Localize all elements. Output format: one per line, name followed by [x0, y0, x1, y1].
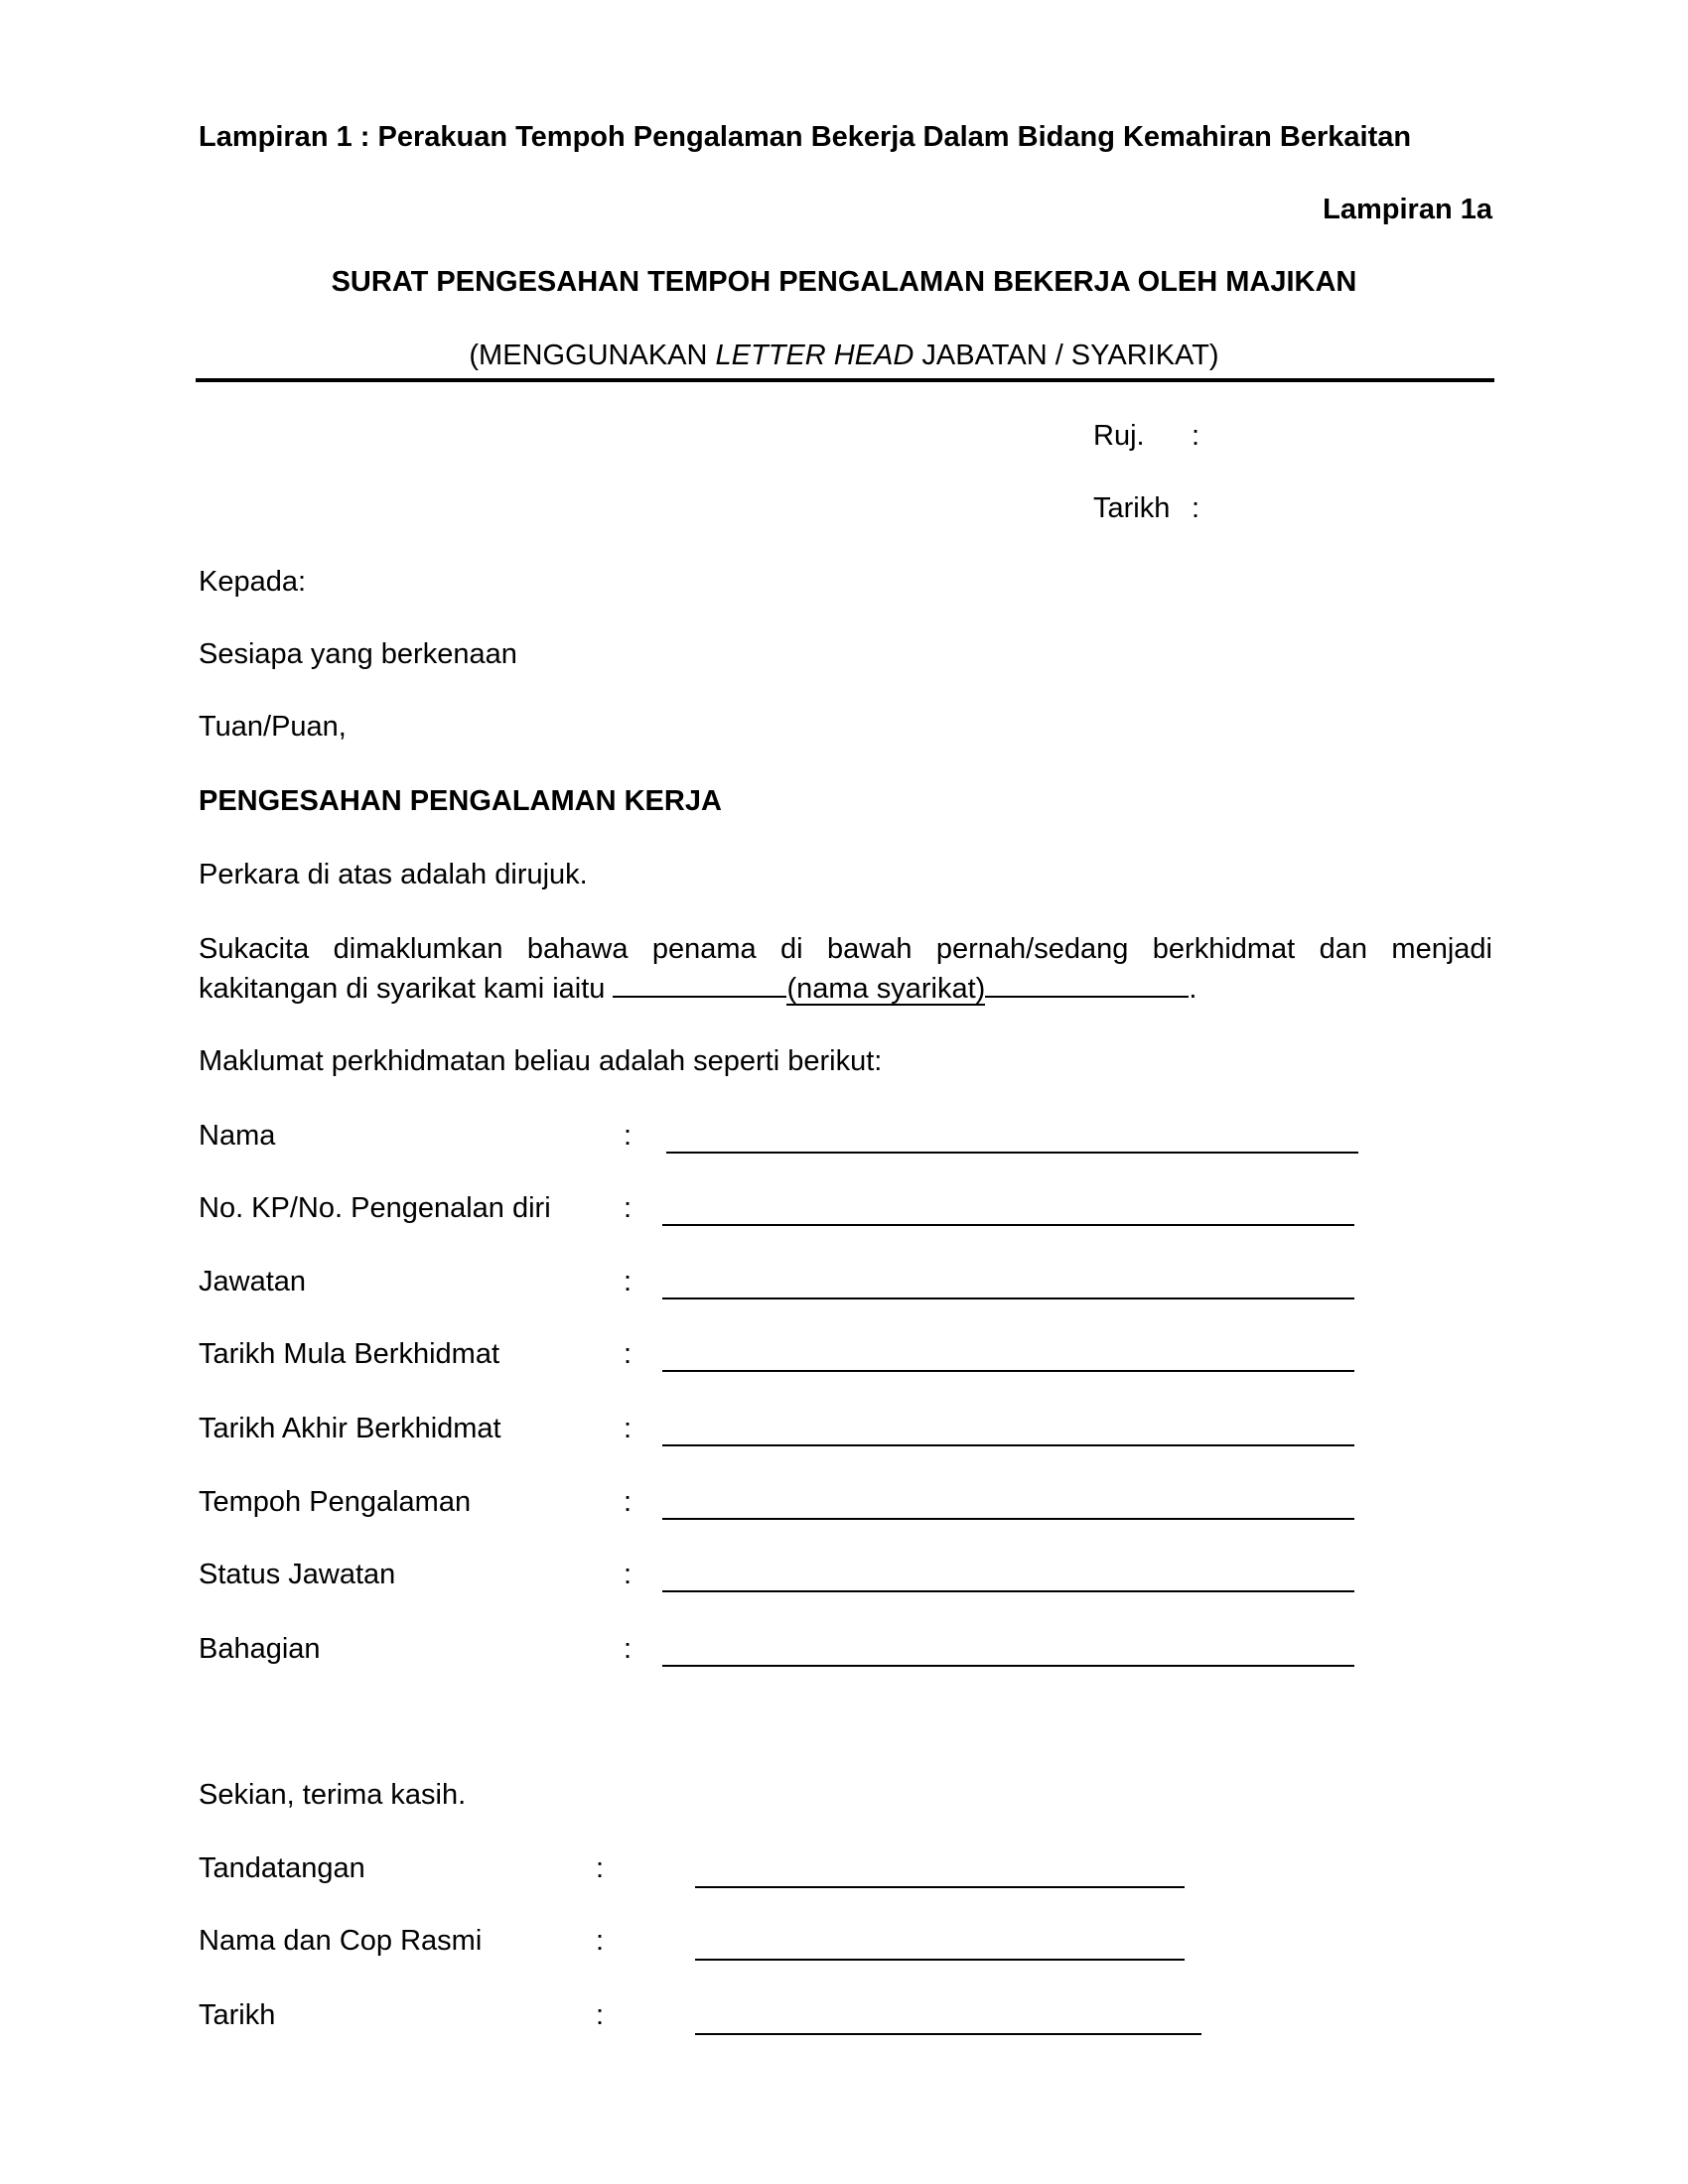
signature-field-label: Nama dan Cop Rasmi	[199, 1925, 483, 1957]
form-field-colon: :	[624, 1266, 633, 1297]
form-field-colon: :	[624, 1120, 633, 1152]
ref-label: Ruj.	[1093, 420, 1145, 452]
ref-colon: :	[1192, 420, 1200, 452]
form-field-label: Nama	[199, 1120, 276, 1152]
company-name-placeholder[interactable]: (nama syarikat)	[786, 973, 986, 1005]
signature-field-label: Tandatangan	[199, 1852, 365, 1884]
form-field-label: Tarikh Akhir Berkhidmat	[199, 1413, 501, 1444]
signature-field-blank-line[interactable]	[695, 1959, 1185, 1961]
signature-field-blank-line[interactable]	[695, 1886, 1185, 1888]
company-intro: kakitangan di syarikat kami iaitu	[199, 973, 606, 1005]
body-paragraph-1: Perkara di atas adalah dirujuk.	[199, 859, 588, 890]
date-colon: :	[1192, 492, 1200, 524]
form-field-blank-line[interactable]	[662, 1224, 1354, 1226]
subject-heading: PENGESAHAN PENGALAMAN KERJA	[199, 785, 722, 817]
recipient-label: Kepada:	[199, 566, 307, 598]
form-field-colon: :	[624, 1338, 633, 1370]
form-field-colon: :	[624, 1559, 633, 1590]
signature-field-label: Tarikh	[199, 1999, 276, 2031]
form-field-blank-line[interactable]	[662, 1444, 1354, 1446]
form-field-blank-line[interactable]	[662, 1297, 1354, 1299]
form-field-colon: :	[624, 1633, 633, 1665]
main-heading: SURAT PENGESAHAN TEMPOH PENGALAMAN BEKERJA OLEH MAJIKAN	[331, 266, 1357, 298]
body-paragraph-3: Maklumat perkhidmatan beliau adalah seperti berikut:	[199, 1045, 883, 1077]
date-label: Tarikh	[1093, 492, 1171, 524]
closing-text: Sekian, terima kasih.	[199, 1779, 467, 1811]
signature-field-colon: :	[596, 1999, 605, 2031]
letterhead-note-prefix: (MENGGUNAKAN	[469, 340, 716, 371]
salutation: Tuan/Puan,	[199, 711, 347, 743]
form-field-blank-line[interactable]	[662, 1370, 1354, 1372]
form-field-blank-line[interactable]	[662, 1518, 1354, 1520]
signature-field-colon: :	[596, 1852, 605, 1884]
company-blank-left[interactable]	[613, 996, 786, 998]
form-field-label: Status Jawatan	[199, 1559, 396, 1590]
signature-field-blank-line[interactable]	[695, 2033, 1201, 2035]
body-paragraph-2-line-2	[199, 975, 1196, 1006]
company-blank-right[interactable]	[985, 996, 1189, 998]
signature-field-colon: :	[596, 1925, 605, 1957]
recipient-value: Sesiapa yang berkenaan	[199, 638, 517, 670]
letterhead-note	[0, 341, 1688, 370]
form-field-blank-line[interactable]	[666, 1152, 1358, 1154]
form-field-blank-line[interactable]	[662, 1590, 1354, 1592]
form-field-colon: :	[624, 1192, 633, 1224]
form-field-label: Bahagian	[199, 1633, 321, 1665]
form-field-label: No. KP/No. Pengenalan diri	[199, 1192, 551, 1224]
letterhead-note-italic: LETTER HEAD	[715, 340, 914, 371]
body-paragraph-2-line-1: Sukacita dimaklumkan bahawa penama di bawah pernah/sedang berkhidmat dan menjadi	[199, 933, 1492, 965]
form-field-label: Tempoh Pengalaman	[199, 1486, 472, 1518]
form-field-colon: :	[624, 1486, 633, 1518]
form-field-label: Jawatan	[199, 1266, 307, 1297]
appendix-title: Lampiran 1 : Perakuan Tempoh Pengalaman Bekerja Dalam Bidang Kemahiran Berkaitan	[199, 121, 1412, 153]
form-field-label: Tarikh Mula Berkhidmat	[199, 1338, 499, 1370]
letterhead-note-suffix: JABATAN / SYARIKAT)	[914, 340, 1219, 371]
appendix-sub-label: Lampiran 1a	[1323, 194, 1492, 225]
header-divider	[196, 378, 1494, 382]
form-field-colon: :	[624, 1413, 633, 1444]
company-period: .	[1189, 973, 1197, 1005]
form-field-blank-line[interactable]	[662, 1665, 1354, 1667]
